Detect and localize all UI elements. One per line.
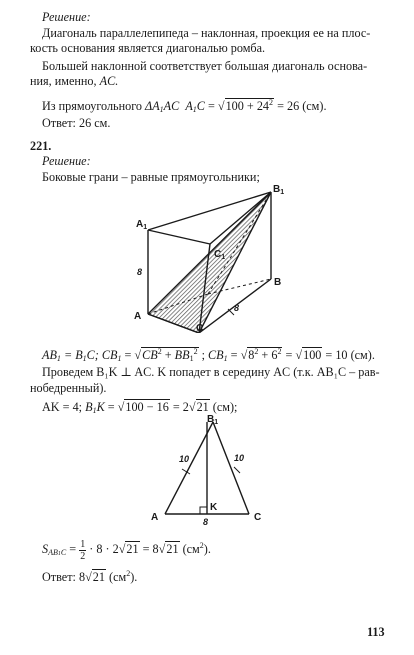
label-c: C	[254, 512, 262, 523]
label-left-side: 10	[179, 454, 190, 464]
text-line: Проведем B₁K ⊥ AC. K попадет в середину AC (т.к. AB₁C – рав-	[42, 365, 380, 379]
text-line: Большей наклонной соответствует большая диагональ основа-	[42, 59, 368, 73]
right-angle-mark	[200, 507, 207, 514]
text-line: нобедренный).	[30, 381, 107, 395]
solution-heading: Решение:	[42, 154, 91, 168]
label-b1: $B_1$	[207, 414, 219, 426]
label-k: K	[210, 502, 218, 513]
triangle-edges	[165, 422, 249, 514]
answer: Ответ: 8√21 $(см^2)$.	[42, 569, 138, 584]
triangle-figure	[150, 412, 275, 527]
text-line: ния, именно, AC.	[30, 74, 119, 88]
label-c: C	[196, 323, 204, 333]
equation-line: $AB_1 = B_1C$; $CB_1 = √CB^2 + BB_1^2$ ; $CB_1 = √8^2 + 6^2 = √100 = 10$ (см).	[42, 347, 375, 363]
label-base: 8	[203, 517, 209, 527]
equation-line: AK = 4; $B_1K = √100 - 16 = 2√21$ (см);	[42, 400, 238, 415]
label-b1: $B_1$	[273, 184, 285, 196]
tick-mark	[234, 467, 240, 473]
label-c1: $C_1$	[214, 249, 226, 261]
label-edge: 8	[137, 267, 143, 277]
problem-number: 221.	[30, 139, 52, 153]
page-number: 113	[367, 625, 385, 639]
calculation-line: Из прямоугольного $\Delta A_1AC$ $A_1C = √100 + 24^2 = 26$ (см).	[42, 98, 327, 114]
label-b: B	[274, 277, 282, 288]
text-line: Диагональ параллелепипеда – наклонная, проекция ее на плос-	[42, 26, 371, 40]
text-line: Боковые грани – равные прямоугольники;	[42, 170, 260, 184]
label-a1: $A_1$	[136, 219, 148, 231]
label-a: A	[151, 512, 159, 523]
area-formula: $S_{AB1C}$ = $\frac{1}{2}$ · 8 · 2√21 = 8√21 $(см^2)$.	[42, 538, 211, 562]
answer: Ответ: 26 см.	[42, 116, 111, 130]
prism-figure	[128, 183, 298, 333]
label-right-side: 10	[234, 453, 245, 463]
label-base: 8	[234, 303, 240, 313]
label-a: A	[134, 311, 142, 322]
solution-heading: Решение:	[42, 10, 91, 24]
text-line: кость основания является диагональю ромба.	[30, 41, 266, 55]
